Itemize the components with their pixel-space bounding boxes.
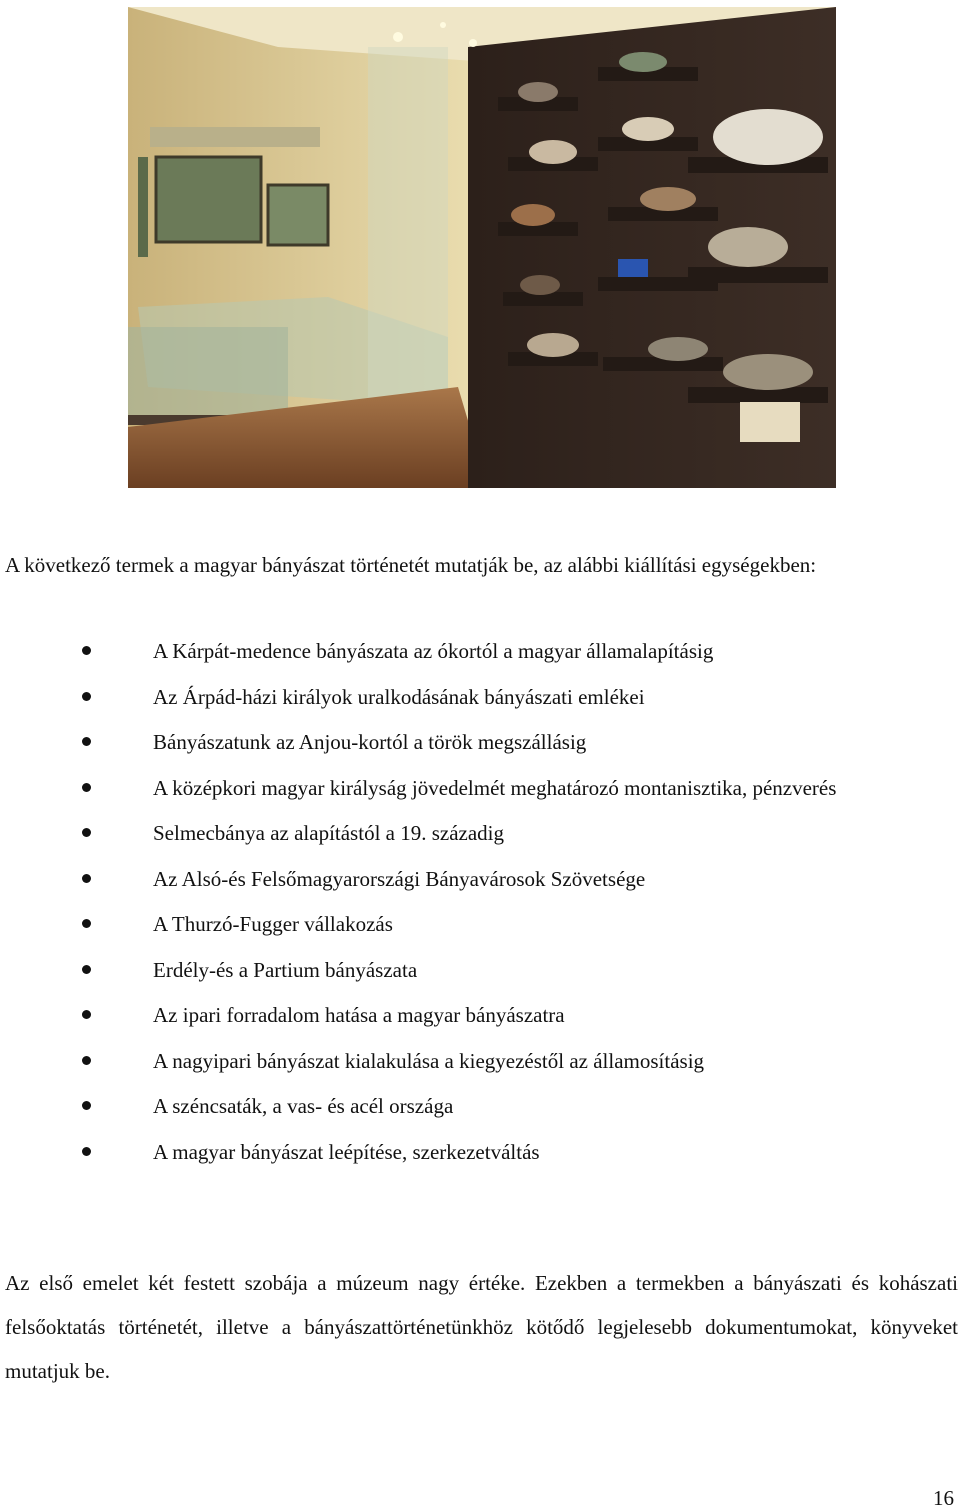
list-item: Az ipari forradalom hatása a magyar bányászatra	[0, 993, 958, 1039]
list-item: Selmecbánya az alapítástól a 19. századig	[0, 811, 958, 857]
bullet-icon	[82, 646, 91, 655]
bullet-icon	[82, 783, 91, 792]
bullet-icon	[82, 1101, 91, 1110]
list-item: A Thurzó-Fugger vállakozás	[0, 902, 958, 948]
list-item: A Kárpát-medence bányászata az ókortól a magyar államalapításig	[0, 629, 958, 675]
list-item: Az Alsó-és Felsőmagyarországi Bányavárosok Szövetsége	[0, 857, 958, 903]
bullet-icon	[82, 737, 91, 746]
list-item: Erdély-és a Partium bányászata	[0, 948, 958, 994]
bullet-icon	[82, 1147, 91, 1156]
museum-exhibit-photo	[128, 7, 836, 488]
exhibition-units-list	[0, 629, 958, 1175]
list-item: Az Árpád-házi királyok uralkodásának bányászati emlékei	[0, 675, 958, 721]
bullet-icon	[82, 828, 91, 837]
list-item: Bányászatunk az Anjou-kortól a török megszállásig	[0, 720, 958, 766]
bullet-icon	[82, 919, 91, 928]
list-item: A magyar bányászat leépítése, szerkezetváltás	[0, 1130, 958, 1176]
list-item: A nagyipari bányászat kialakulása a kiegyezéstől az államosításig	[0, 1039, 958, 1085]
bullet-icon	[82, 692, 91, 701]
page-number: 16	[933, 1486, 954, 1510]
intro-paragraph: A következő termek a magyar bányászat történetét mutatják be, az alábbi kiállítási egységekben:	[5, 553, 817, 577]
bullet-icon	[82, 965, 91, 974]
outro-paragraph: Az első emelet két festett szobája a múzeum nagy értéke. Ezekben a termekben a bányászati és kohászati felsőoktatás történetét, illetve a bányászattörténetünkhöz kötődő legjelesebb dokumentumokat, könyveket mutatjuk be.	[5, 1271, 958, 1383]
bullet-icon	[82, 1056, 91, 1065]
bullet-icon	[82, 874, 91, 883]
list-item: A széncsaták, a vas- és acél országa	[0, 1084, 958, 1130]
bullet-icon	[82, 1010, 91, 1019]
list-item: A középkori magyar királyság jövedelmét meghatározó montanisztika, pénzverés	[0, 766, 958, 812]
